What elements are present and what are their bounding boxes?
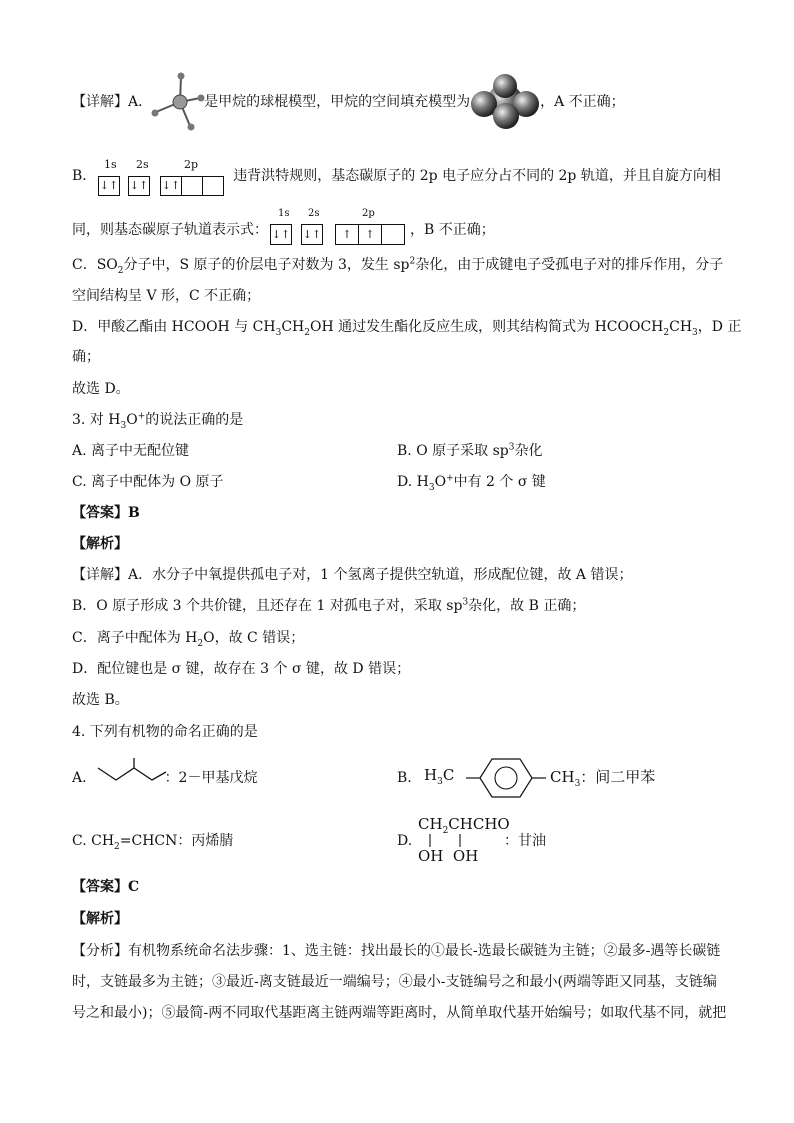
detail-ester-line2: 确； bbox=[72, 349, 100, 365]
glyceraldehyde-top-chain: $CH_2CHCHO$ bbox=[418, 815, 510, 836]
question-4-analysis-line1: 【分析】有机物系统命名法步骤：1、选主链：找出最长的①最长-选最长碳链为主链；②最多-遇等长碳链 bbox=[72, 943, 721, 959]
detail-so2-line2: 空间结构呈 V 形，C 不正确； bbox=[72, 288, 261, 304]
question-3-option-d: D. $H_3O^+$中有 2 个 σ 键 bbox=[397, 473, 546, 493]
question-4-analysis-line3: 号之和最小)；⑤最简-两不同取代基距离主链两端等距离时，从简单取代基开始编号；如取代基不同，就把 bbox=[72, 1005, 727, 1021]
question-3-option-a: A. 离子中无配位键 bbox=[72, 443, 190, 459]
option-b-right-and-name: $CH_3$：间二甲苯 bbox=[550, 768, 656, 789]
correct-orbital-diagram: 1s 2s 2p ↓↑ ↓↑ ↑ ↑ bbox=[268, 208, 413, 246]
question-3-detail-b: B．O 原子形成 3 个共价键，且还存在 1 对孤电子对，采取 $sp^3$杂化，故 B 正确； bbox=[72, 597, 586, 614]
question-3-detail-a: 【详解】A．水分子中氧提供孤电子对，1 个氢离子提供空轨道，形成配位键，故 A 错误； bbox=[72, 567, 633, 583]
glyceraldehyde-hydroxyls: OH OH bbox=[418, 847, 479, 865]
question-4-option-c: C. $CH_2=CHCN$：丙烯腈 bbox=[72, 833, 234, 852]
2-methylpentane-skeletal-formula bbox=[96, 758, 168, 788]
methane-ball-stick-model bbox=[150, 70, 206, 132]
question-4-analysis-heading: 【解析】 bbox=[72, 911, 128, 927]
detail-hund-rule-line2: 同，则基态碳原子轨道表示式： ，B 不正确； bbox=[72, 222, 495, 238]
detail-so2-line1: C．$SO_2$分子中，S 原子的价层电子对数为 3，发生 $sp^2$杂化，由于成键电子受孤电子对的排斥作用，分子 bbox=[72, 256, 724, 276]
conclusion-q3: 故选 B。 bbox=[72, 692, 129, 708]
question-4-option-d: D. bbox=[397, 833, 413, 849]
wrong-orbital-diagram: 1s 2s 2p ↓↑ ↓↑ ↓↑ bbox=[96, 158, 236, 194]
option-d-name: ：甘油 bbox=[504, 833, 546, 849]
question-3-analysis-heading: 【解析】 bbox=[72, 536, 128, 552]
conclusion-q2: 故选 D。 bbox=[72, 381, 130, 397]
detail-ester-line1: D．甲酸乙酯由 HCOOH 与 $CH_3CH_2OH$ 通过发生酯化反应生成，则其结构简式为 $HCOOCH_2CH_3$，D 正 bbox=[72, 319, 742, 338]
hydroxyl-bonds bbox=[424, 834, 474, 848]
question-4-stem: 4. 下列有机物的命名正确的是 bbox=[72, 724, 258, 740]
question-4-analysis-line2: 时，支链最多为主链；③最近-离支链最近一端编号；④最小-支链编号之和最小(两端等距又同基，支链编 bbox=[72, 974, 717, 990]
question-4-answer: 【答案】C bbox=[72, 879, 140, 895]
question-3-option-c: C. 离子中配体为 O 原子 bbox=[72, 474, 224, 490]
question-3-stem: 3. 对 $H_3O^+$的说法正确的是 bbox=[72, 411, 244, 431]
question-4-option-a: A. ：2－甲基戊烷 bbox=[72, 770, 258, 786]
detail-methane: 【详解】A． 是甲烷的球棍模型，甲烷的空间填充模型为 ，A 不正确； bbox=[72, 94, 625, 110]
question-4-option-b: B. bbox=[397, 770, 412, 786]
question-3-answer: 【答案】B bbox=[72, 505, 140, 521]
methane-space-filling-model bbox=[470, 74, 540, 130]
p-xylene-left-methyl: $H_3C$ bbox=[424, 766, 455, 787]
question-3-option-b: B. O 原子采取 $sp^3$杂化 bbox=[397, 442, 543, 459]
question-3-detail-d: D．配位键也是 σ 键，故存在 3 个 σ 键，故 D 错误； bbox=[72, 661, 411, 677]
benzene-ring-structure bbox=[466, 756, 548, 800]
detail-hund-rule: B． 违背洪特规则，基态碳原子的 2p 电子应分占不同的 2p 轨道，并且自旋方向相 bbox=[72, 168, 721, 184]
question-3-detail-c: C．离子中配体为 $H_2O$，故 C 错误； bbox=[72, 630, 305, 649]
